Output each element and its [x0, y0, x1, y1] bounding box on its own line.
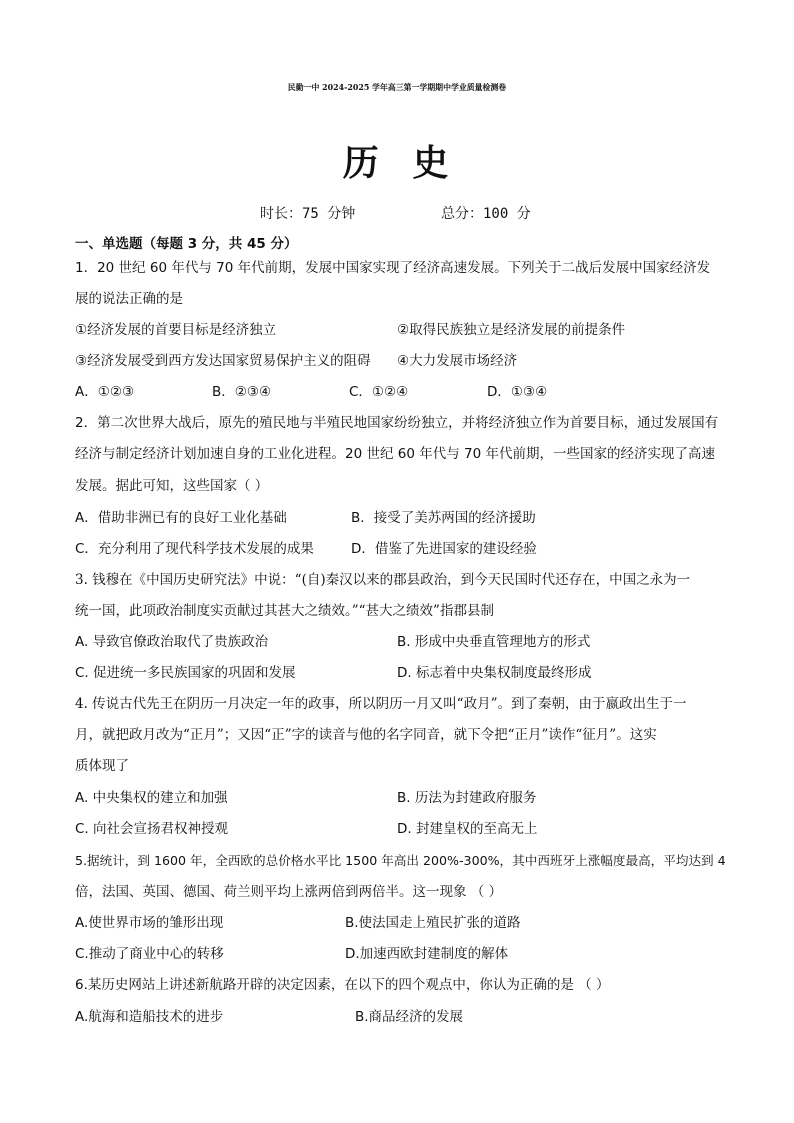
q4-option-c: C. 向社会宣扬君权神授观: [75, 821, 229, 837]
q2-option-a: A．借助非洲已有的良好工业化基础: [75, 510, 287, 526]
q2-option-d: D．借鉴了先进国家的建设经验: [351, 541, 537, 557]
q1-stem-line2: 展的说法正确的是: [75, 291, 183, 307]
q1-option-d: D．①③④: [487, 384, 548, 400]
section-heading: 一、单选题（每题 3 分，共 45 分）: [75, 236, 298, 252]
q4-stem-line1: 4. 传说古代先王在阴历一月决定一年的政事，所以阴历一月又叫“政月”。到了秦朝，由于嬴政出生于一: [75, 696, 687, 712]
q1-statement-3: ③经济发展受到西方发达国家贸易保护主义的阻碍: [75, 353, 371, 369]
q5-option-c: C.推动了商业中心的转移: [75, 946, 224, 962]
q5-stem-line1: 5.据统计，到 1600 年，全西欧的总价格水平比 1500 年高出 200%-300%，其中西班牙上涨幅度最高，平均达到 4: [75, 853, 726, 868]
q1-option-b: B．②③④: [212, 384, 272, 400]
q5-option-b: B.使法国走上殖民扩张的道路: [345, 915, 521, 931]
q6-stem-line1: 6.某历史网站上讲述新航路开辟的决定因素，在以下的四个观点中，你认为正确的是 （ ）: [75, 977, 610, 993]
q5-option-a: A.使世界市场的雏形出现: [75, 915, 224, 931]
q1-statement-4: ④大力发展市场经济: [397, 353, 518, 369]
q2-option-c: C．充分利用了现代科学技术发展的成果: [75, 541, 314, 557]
q1-stem-line1: 1．20 世纪 60 年代与 70 年代前期，发展中国家实现了经济高速发展。下列关于二战后发展中国家经济发: [75, 260, 711, 276]
q2-stem-line1: 2．第二次世界大战后，原先的殖民地与半殖民地国家纷纷独立，并将经济独立作为首要目标，通过发展国有: [75, 415, 719, 431]
q1-statement-1: ①经济发展的首要目标是经济独立: [75, 322, 277, 338]
q3-option-d: D. 标志着中央集权制度最终形成: [397, 665, 592, 681]
q2-stem-line3: 发展。据此可知，这些国家（ ）: [75, 478, 269, 494]
q3-option-c: C. 促进统一多民族国家的巩固和发展: [75, 665, 296, 681]
exam-title: 民勤一中 2024-2025 学年高三第一学期期中学业质量检测卷: [287, 83, 507, 92]
q3-stem-line2: 统一国，此项政治制度实贡献过其甚大之绩效。”“甚大之绩效”指郡县制: [75, 603, 494, 619]
q4-stem-line3: 质体现了: [75, 758, 129, 774]
exam-duration: 时长：75 分钟: [260, 206, 356, 222]
q4-option-b: B. 历法为封建政府服务: [397, 790, 537, 806]
q5-stem-line2: 倍，法国、英国、德国、荷兰则平均上涨两倍到两倍半。这一现象 （ ）: [75, 884, 503, 900]
q2-option-b: B．接受了美苏两国的经济援助: [351, 510, 536, 526]
subject-title: 历 史: [342, 142, 452, 184]
q4-option-a: A. 中央集权的建立和加强: [75, 790, 228, 806]
q4-option-d: D. 封建皇权的至高无上: [397, 821, 538, 837]
q1-statement-2: ②取得民族独立是经济发展的前提条件: [397, 322, 626, 338]
q6-option-b: B.商品经济的发展: [355, 1009, 464, 1025]
q3-option-a: A. 导致官僚政治取代了贵族政治: [75, 634, 269, 650]
q5-option-d: D.加速西欧封建制度的解体: [345, 946, 509, 962]
q2-stem-line2: 经济与制定经济计划加速自身的工业化进程。20 世纪 60 年代与 70 年代前期，一些国家的经济实现了高速: [75, 446, 715, 462]
q1-option-a: A．①②③: [75, 384, 135, 400]
q6-option-a: A.航海和造船技术的进步: [75, 1009, 224, 1025]
q3-stem-line1: 3. 钱穆在《中国历史研究法》中说：“(自)秦汉以来的郡县政治，到今天民国时代还存在，中国之永为一: [75, 572, 691, 588]
exam-total-score: 总分：100 分: [441, 206, 531, 222]
q4-stem-line2: 月，就把政月改为“正月”；又因“正”字的读音与他的名字同音，就下令把“正月”读作“征月”。这实: [75, 727, 657, 743]
q1-option-c: C．①②④: [349, 384, 409, 400]
q3-option-b: B. 形成中央垂直管理地方的形式: [397, 634, 591, 650]
